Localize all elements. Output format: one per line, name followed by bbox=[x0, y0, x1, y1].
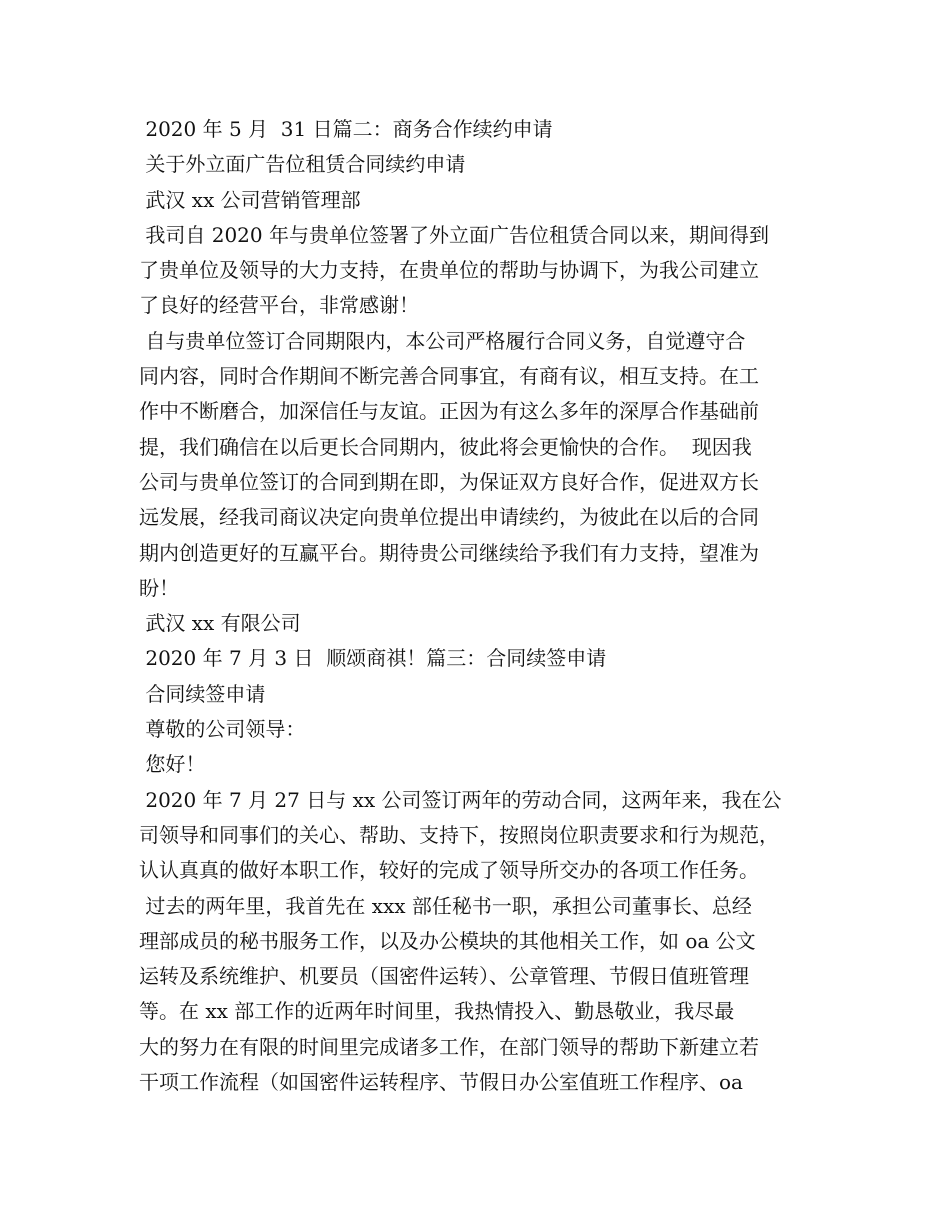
text-line: 我司自 2020 年与贵单位签署了外立面广告位租赁合同以来，期间得到 bbox=[139, 222, 769, 247]
text-line: 武汉 xx 有限公司 bbox=[139, 611, 301, 636]
text-line: 盼！ bbox=[139, 575, 179, 600]
text-line: 合同续签申请 bbox=[139, 681, 266, 706]
text-line: 您好！ bbox=[139, 752, 206, 777]
text-line: 司领导和同事们的关心、帮助、支持下，按照岗位职责要求和行为规范， bbox=[139, 822, 779, 847]
text-line: 了贵单位及领导的大力支持，在贵单位的帮助与协调下，为我公司建立 bbox=[139, 258, 759, 283]
text-line: 尊敬的公司领导： bbox=[139, 717, 306, 742]
text-line: 武汉 xx 公司营销管理部 bbox=[139, 187, 361, 212]
text-line: 作中不断磨合，加深信任与友谊。正因为有这么多年的深厚合作基础前 bbox=[139, 399, 759, 424]
text-line: 公司与贵单位签订的合同到期在即，为保证双方良好合作，促进双方长 bbox=[139, 469, 759, 494]
text-line: 关于外立面广告位租赁合同续约申请 bbox=[139, 152, 466, 177]
text-line: 运转及系统维护、机要员（国密件运转）、公章管理、节假日值班管理 bbox=[139, 964, 749, 989]
text-line: 提，我们确信在以后更长合同期内，彼此将会更愉快的合作。 现因我 bbox=[139, 434, 752, 459]
text-line: 了良好的经营平台，非常感谢！ bbox=[139, 293, 419, 318]
text-line: 期内创造更好的互赢平台。期待贵公司继续给予我们有力支持，望准为 bbox=[139, 540, 759, 565]
text-line: 理部成员的秘书服务工作，以及办公模块的其他相关工作，如 oa 公文 bbox=[139, 928, 756, 953]
text-line: 同内容，同时合作期间不断完善合同事宜，有商有议，相互支持。在工 bbox=[139, 364, 759, 389]
text-line: 2020 年 7 月 27 日与 xx 公司签订两年的劳动合同，这两年来，我在公 bbox=[139, 787, 782, 812]
text-line: 干项工作流程（如国密件运转程序、节假日办公室值班工作程序、oa bbox=[139, 1070, 743, 1095]
text-line: 2020 年 7 月 3 日 顺颂商祺！篇三：合同续签申请 bbox=[139, 646, 607, 671]
text-line: 远发展，经我司商议决定向贵单位提出申请续约，为彼此在以后的合同 bbox=[139, 505, 759, 530]
text-line: 自与贵单位签订合同期限内，本公司严格履行合同义务，自觉遵守合 bbox=[139, 328, 746, 353]
document-body bbox=[139, 112, 829, 1100]
text-line: 大的努力在有限的时间里完成诸多工作，在部门领导的帮助下新建立若 bbox=[139, 1034, 759, 1059]
text-line: 2020 年 5 月 31 日篇二：商务合作续约申请 bbox=[139, 117, 553, 141]
text-line: 过去的两年里，我首先在 xxx 部任秘书一职，承担公司董事长、总经 bbox=[139, 893, 752, 918]
text-line: 等。在 xx 部工作的近两年时间里，我热情投入、勤恳敬业，我尽最 bbox=[139, 999, 735, 1024]
text-line: 认认真真的做好本职工作，较好的完成了领导所交办的各项工作任务。 bbox=[139, 858, 759, 883]
